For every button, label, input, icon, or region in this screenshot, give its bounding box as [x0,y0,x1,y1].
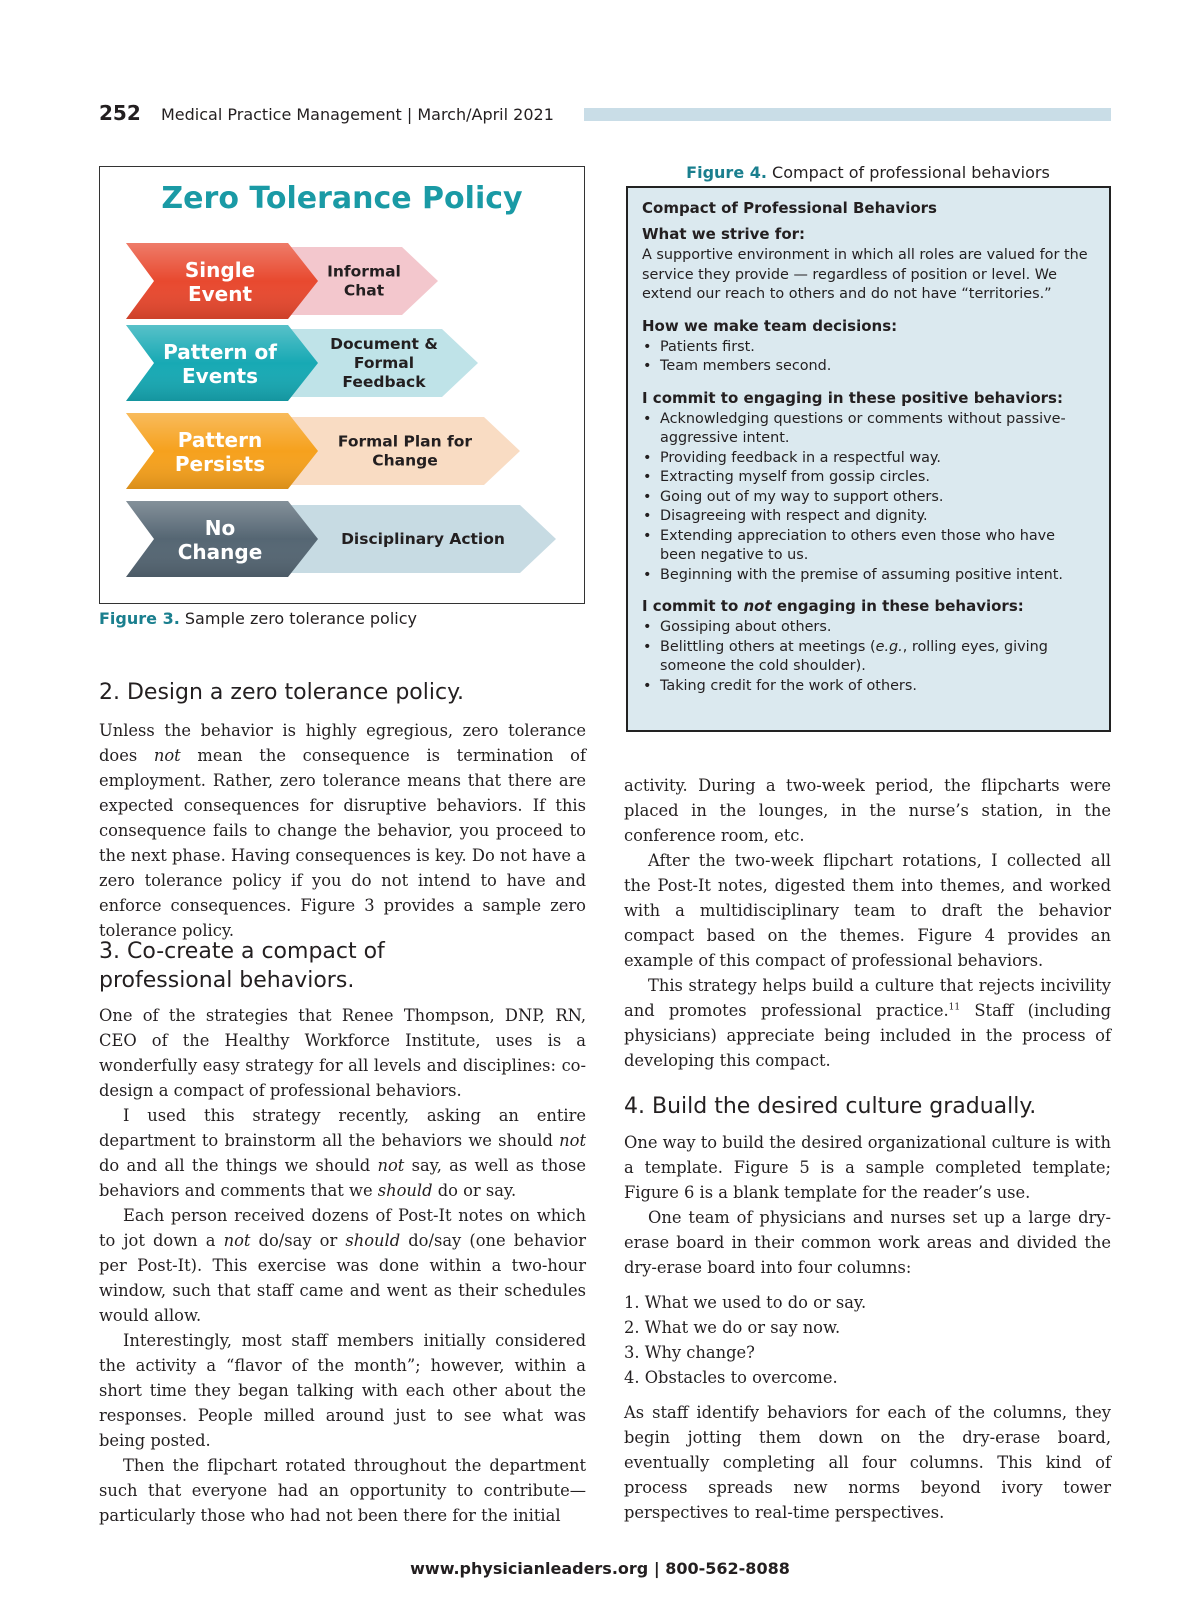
emphasis: should [377,1181,433,1200]
zero-tolerance-diagram [100,167,586,605]
stage-label: Pattern of [163,340,277,364]
stage-label: Change [177,540,263,564]
section-3-heading-line1: 3. Co-create a compact of [99,939,385,964]
section-3-paragraph-3 [99,1203,586,1328]
text-run: Belittling others at meetings ( [660,638,876,655]
footer: www.physicianleaders.org | 800-562-8088 [410,1559,790,1578]
emphasis: not [743,597,772,615]
figure-3-caption [99,609,417,628]
section-3-paragraph-5-continued: activity. During a two-week period, the flipcharts were placed in the lounges, in the nurse’s station, in the conference room, etc. [624,776,1111,845]
emphasis: not [223,1231,251,1250]
compact-title: Compact of Professional Behaviors [642,199,937,217]
stage-label: Pattern [177,428,263,452]
section-2-paragraph [99,718,586,943]
list-item: • Gossiping about others. [660,618,1095,638]
text-run: I used this strategy recently, asking an entire department to brainstorm all the behaviors we should [99,1106,586,1150]
text-run: do and all the things we should [99,1156,378,1175]
action-label: Chat [343,281,385,300]
list-item: • Taking credit for the work of others. [660,677,1095,697]
citation-superscript: 11 [948,1002,961,1013]
list-item: • Beginning with the premise of assuming positive intent. [660,566,1095,586]
section-3-paragraph-7 [624,973,1111,1073]
stage-label: Event [187,282,253,306]
stage-label: Persists [174,452,266,476]
text-run: Unless the behavior is highly egregious, zero tolerance does [99,721,586,765]
figure-4-caption [625,163,1111,182]
list-item: 3. Why change? [624,1343,755,1362]
emphasis: should [345,1231,401,1250]
section-3-heading [99,937,385,995]
action-label: Feedback [342,373,426,391]
columns-list [624,1290,1111,1390]
figure-3-caption-text: Sample zero tolerance policy [184,609,417,628]
text-run: do/say (one behavior per Post-It). This exercise was done within a two-hour window, such that staff came and went as their schedules would allow. [99,1231,586,1325]
stage-label: No [204,516,236,540]
section-3-paragraph-4: Interestingly, most staff members initially considered the activity a “flavor of the month”; however, within a short time they began talking with each other about the responses. People milled around just to see what was being posted. [99,1331,586,1450]
positive-list [642,410,1095,586]
section-3-paragraph-2 [99,1103,586,1203]
section-4-paragraph-3: As staff identify behaviors for each of the columns, they begin jotting them down on the dry-erase board, eventually completing all four columns. This kind of process spreads new norms beyond ivory tower perspectives to real-time perspectives. [624,1403,1111,1522]
negative-list [642,618,1095,696]
text-run: mean the consequence is termination of employment. Rather, zero tolerance means that there are expected consequences for disruptive behaviors. If this consequence fails to change the behavior, you proceed to the next phase. Having consequences is key. Do not have a zero tolerance policy if you do not intend to have and enforce consequences. Figure 3 provides a sample zero tolerance policy. [99,746,587,940]
emphasis: not [559,1131,586,1150]
section-4-heading: 4. Build the desired culture gradually. [624,1094,1037,1119]
list-item: • Disagreeing with respect and dignity. [660,507,1095,527]
list-item: • Providing feedback in a respectful way. [660,449,1095,469]
list-item: 1. What we used to do or say. [624,1293,867,1312]
negative-heading [642,597,1095,615]
stage-label: Events [182,364,258,388]
section-4-paragraph-2: One team of physicians and nurses set up a large dry-erase board in their common work areas and divided the dry-erase board into four columns: [624,1208,1111,1277]
figure-3-caption-label: Figure 3. [99,609,180,628]
action-label: Change [372,451,438,470]
text-run: do/say or [250,1231,346,1250]
section-3-body-left [99,1003,586,1528]
list-item: • Acknowledging questions or comments without passive-aggressive intent. [660,410,1095,449]
list-item: • Extending appreciation to others even those who have been negative to us. [660,527,1095,566]
text-run: , rolling eyes, giving someone the cold shoulder). [660,638,1048,674]
section-2-heading: 2. Design a zero tolerance policy. [99,680,464,705]
figure-4-compact-box [626,186,1111,732]
list-item [660,638,1095,677]
text-run: Staff (including physicians) appreciate being included in the process of developing this compact. [624,1001,1112,1070]
section-3-heading-line2: professional behaviors. [99,968,355,993]
action-label: Informal [327,262,401,281]
list-item: 2. What we do or say now. [624,1318,841,1337]
list-item: • Extracting myself from gossip circles. [660,468,1095,488]
figure-3 [99,166,585,604]
action-label: Formal Plan for [337,432,473,451]
positive-heading: I commit to engaging in these positive behaviors: [642,388,1063,407]
section-2-body [99,718,586,943]
action-label: Disciplinary Action [341,530,505,548]
figure-4-caption-label: Figure 4. [686,163,767,182]
text-run: Each person received dozens of Post-It notes on which to jot down a [99,1206,586,1250]
strive-text: A supportive environment in which all roles are valued for the service they provide — regardless of position or level. We extend our reach to others and do not have “territories.” [642,247,1088,302]
decisions-list [642,338,1095,377]
stage-label: Single [184,258,256,282]
emphasis: e.g. [875,638,903,655]
action-label: Document & [330,335,438,353]
page-number: 252 [99,101,141,125]
header-rule [584,108,1111,121]
decisions-heading: How we make team decisions: [642,316,898,335]
figure-4-caption-text: Compact of professional behaviors [772,163,1050,182]
text-run: This strategy helps build a culture that rejects incivility and promotes professional practice. [624,976,1111,1020]
list-item: • Going out of my way to support others. [660,488,1095,508]
section-3-paragraph-1: One of the strategies that Renee Thompson, DNP, RN, CEO of the Healthy Workforce Institute, uses is a wonderfully easy strategy for all levels and disciplines: co-design a compact of professional behaviors. [99,1006,586,1100]
list-item: 4. Obstacles to overcome. [624,1368,838,1387]
strive-heading: What we strive for: [642,225,806,243]
section-4-paragraph-1: One way to build the desired organizational culture is with a template. Figure 5 is a sample completed template; Figure 6 is a blank template for the reader’s use. [624,1133,1111,1202]
running-title: Medical Practice Management | March/April 2021 [161,105,554,124]
emphasis: not [377,1156,405,1175]
figure-3-title: Zero Tolerance Policy [161,181,523,216]
emphasis: not [153,746,181,765]
text-run: say, as well as those behaviors and comments that we [99,1156,586,1200]
list-item: • Team members second. [660,357,1095,377]
section-3-paragraph-6: After the two-week flipchart rotations, I collected all the Post-It notes, digested them into themes, and worked with a multidisciplinary team to draft the behavior compact based on the themes. Figure 4 provides an example of this compact of professional behaviors. [624,851,1111,970]
list-item: • Patients first. [660,338,1095,358]
action-label: Formal [353,354,415,372]
section-4-body [624,1130,1111,1525]
section-3-paragraph-5: Then the flipchart rotated throughout the department such that everyone had an opportunity to contribute—particularly those who had not been there for the initial [99,1456,586,1525]
text-run: engaging in these behaviors: [771,597,1024,615]
text-run: do or say. [432,1181,517,1200]
text-run: I commit to [642,597,744,615]
section-3-body-right [624,773,1111,1073]
